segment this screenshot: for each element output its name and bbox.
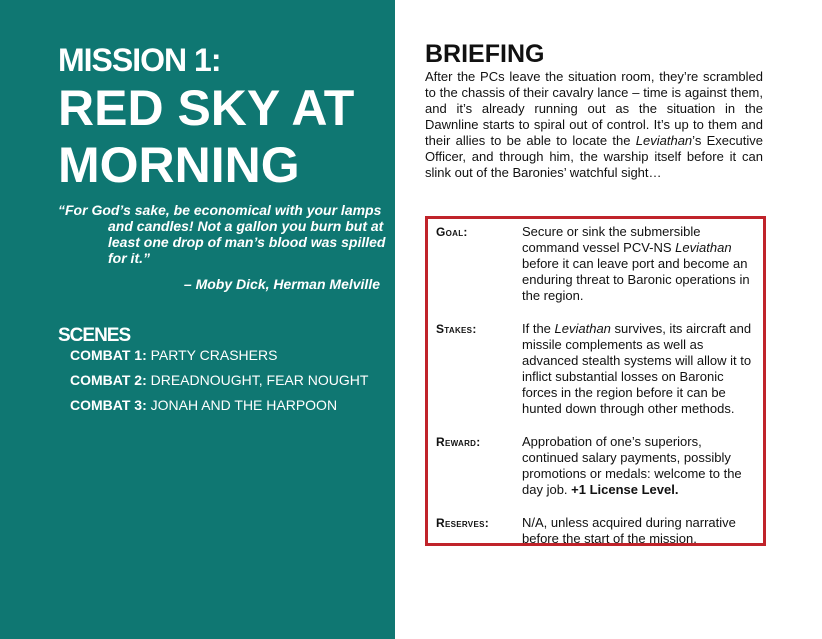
stakes-text (522, 321, 760, 417)
goal-text-part: Secure or sink the submersible command vessel PCV-NS (522, 224, 701, 255)
scene-number: COMBAT 1: (70, 347, 147, 363)
mission-title: RED SKY AT MORNING (58, 80, 355, 193)
scene-name: PARTY CRASHERS (150, 347, 278, 363)
mission-number: MISSION 1: (58, 42, 221, 78)
stakes-label: Stakes: (436, 322, 477, 336)
mission-side-panel (0, 0, 395, 639)
goal-ship-name: Leviathan (675, 240, 732, 255)
stakes-text-part: survives, its aircraft and missile complements as well as advanced stealth systems will allow it to inflict substantial losses on Baronic forces in the region before it can be hunted down through other methods. (522, 321, 752, 416)
reserves-label: Reserves: (436, 516, 490, 530)
goal-text-part: before it can leave port and become an enduring threat to Baronic operations in the region. (522, 256, 750, 303)
scene-item (70, 347, 368, 363)
briefing-text-part: ’s Executive Officer, and through him, the warship itself before it can slink out of the Baronies’ watchful sight… (425, 133, 763, 180)
stakes-ship-name: Leviathan (554, 321, 611, 336)
scene-item (70, 397, 368, 413)
epigraph (58, 202, 388, 292)
scene-item (70, 372, 368, 388)
briefing-text-part: After the PCs leave the situation room, they’re scrambled to the chassis of their cavalry lance – time is against them, and it’s already running out as the situation in the Dawnline starts to spiral out of control. It’s up to them and their allies to be able to locate the (425, 69, 763, 148)
objectives-box (425, 216, 766, 546)
goal-text (522, 224, 760, 304)
briefing-ship-name: Leviathan (635, 133, 693, 148)
goal-label: Goal: (436, 225, 468, 239)
scene-number: COMBAT 2: (70, 372, 147, 388)
reward-text-part: Approbation of one’s superiors, continued salary payments, possibly promotions or medals: welcome to the day job. (522, 434, 742, 497)
scene-name: JONAH AND THE HARPOON (150, 397, 338, 413)
scenes-heading: SCENES (58, 325, 131, 346)
reward-license-level: +1 License Level. (571, 482, 679, 497)
epigraph-text: “For God’s sake, be economical with your lamps and candles! Not a gallon you burn but at least one drop of man’s blood was spilled for it.” (58, 202, 386, 266)
reward-label: Reward: (436, 435, 481, 449)
briefing-paragraph (425, 69, 763, 181)
scene-number: COMBAT 3: (70, 397, 147, 413)
briefing-heading: BRIEFING (425, 40, 545, 68)
reward-text (522, 434, 760, 498)
scenes-list (70, 347, 368, 422)
scene-name: DREADNOUGHT, FEAR NOUGHT (150, 372, 369, 388)
stakes-text-part: If the (522, 321, 555, 336)
reserves-text: N/A, unless acquired during narrative before the start of the mission. (522, 515, 736, 546)
epigraph-attribution: – Moby Dick, Herman Melville (183, 276, 380, 292)
